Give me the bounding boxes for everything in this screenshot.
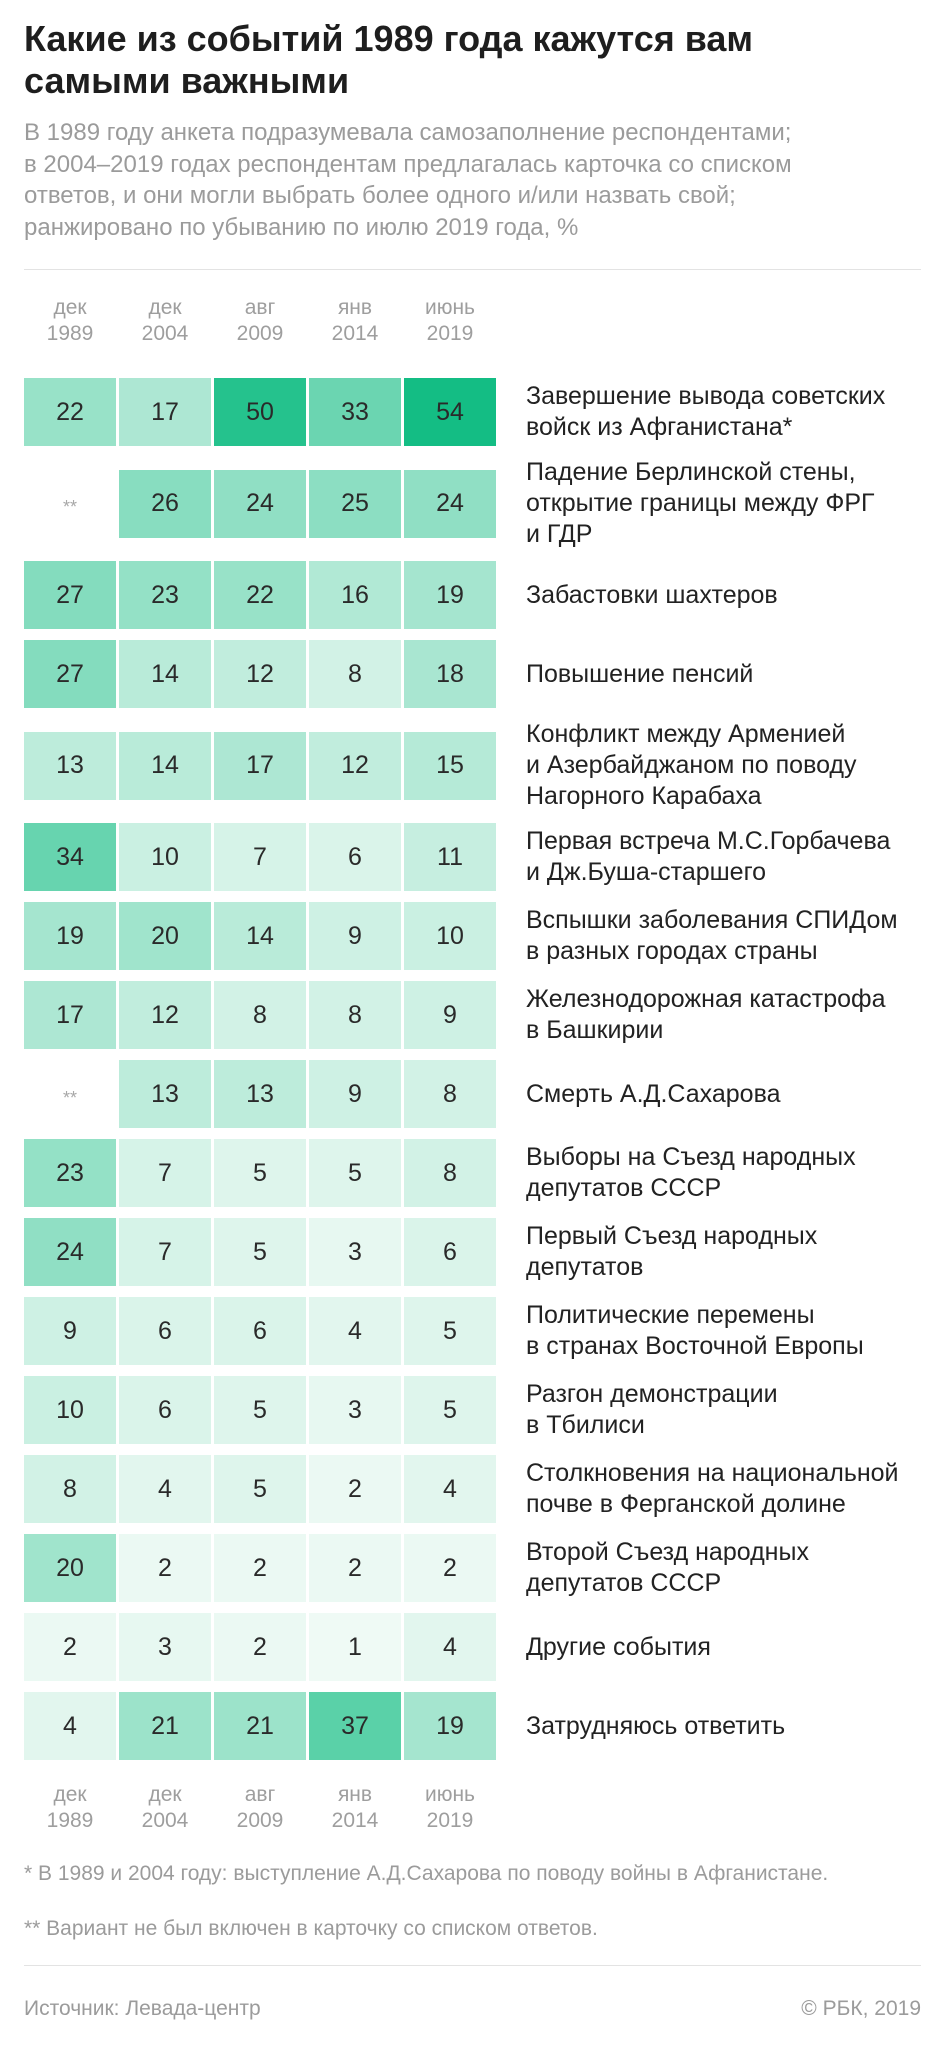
column-month: июнь xyxy=(424,296,476,319)
heatmap-cell: 2 xyxy=(309,1455,401,1523)
column-month: авг xyxy=(244,1783,276,1806)
heatmap-cell: 6 xyxy=(119,1376,211,1444)
row-label-line: Смерть А.Д.Сахарова xyxy=(526,1079,781,1108)
column-month: дек xyxy=(148,1783,182,1806)
page-title xyxy=(24,18,921,102)
column-month: июнь xyxy=(424,1783,476,1806)
heatmap-cell: 9 xyxy=(309,902,401,970)
heatmap-cell: ** xyxy=(24,470,116,538)
row-label-line: Первая встреча М.С.Горбачева xyxy=(526,827,891,855)
subtitle-line: в 2004–2019 годах респондентам предлагалась карточка со списком xyxy=(24,150,792,178)
column-header xyxy=(404,1782,496,1834)
row-label xyxy=(526,1221,817,1283)
heatmap-cell: 8 xyxy=(309,640,401,708)
heatmap-cell: 17 xyxy=(214,732,306,800)
row-label-line: Конфликт между Арменией xyxy=(526,720,846,748)
row-cells xyxy=(24,1692,496,1760)
row-label xyxy=(526,1300,864,1362)
row-cells xyxy=(24,1139,496,1207)
column-year: 2019 xyxy=(426,1809,474,1832)
heatmap-cell: 21 xyxy=(119,1692,211,1760)
column-year: 2009 xyxy=(236,322,284,345)
heatmap-cell: 23 xyxy=(24,1139,116,1207)
row-cells xyxy=(24,640,496,708)
row-label-line: в Башкирии xyxy=(526,1016,664,1044)
row-label-line: Повышение пенсий xyxy=(526,659,754,688)
heatmap-cell: 4 xyxy=(404,1455,496,1523)
heatmap-row xyxy=(24,1613,921,1681)
footnote-asterisk: * В 1989 и 2004 году: выступление А.Д.Сахарова по поводу войны в Афганистане. xyxy=(24,1862,829,1885)
heatmap-cell: 8 xyxy=(404,1139,496,1207)
heatmap-cell: 50 xyxy=(214,378,306,446)
heatmap-row xyxy=(24,640,921,708)
heatmap-cell: 8 xyxy=(404,1060,496,1128)
heatmap-cell: 6 xyxy=(404,1218,496,1286)
heatmap-cell: 14 xyxy=(119,640,211,708)
row-label-line: Второй Съезд народных xyxy=(526,1538,809,1566)
title-line: самыми важными xyxy=(24,60,350,101)
heatmap-cell: 22 xyxy=(24,378,116,446)
heatmap-cell: 5 xyxy=(404,1376,496,1444)
heatmap-cell: 21 xyxy=(214,1692,306,1760)
subtitle-line: В 1989 году анкета подразумевала самозаполнение респондентами; xyxy=(24,119,792,146)
heatmap-cell: 2 xyxy=(214,1613,306,1681)
column-header xyxy=(309,295,401,347)
row-cells xyxy=(24,378,496,446)
column-header xyxy=(119,295,211,347)
row-label-line: Другие события xyxy=(526,1632,711,1661)
row-label xyxy=(526,381,885,443)
heatmap-cell: 19 xyxy=(24,902,116,970)
heatmap-row xyxy=(24,1139,921,1207)
column-month: авг xyxy=(244,296,276,319)
heatmap-cell: 5 xyxy=(309,1139,401,1207)
heatmap-cell: 20 xyxy=(119,902,211,970)
heatmap-row xyxy=(24,1692,921,1760)
footnote-double-asterisk: ** Вариант не был включен в карточку со списком ответов. xyxy=(24,1917,598,1940)
heatmap-row xyxy=(24,561,921,629)
row-label xyxy=(526,719,857,812)
heatmap-cell: 27 xyxy=(24,640,116,708)
heatmap-cell: 3 xyxy=(309,1218,401,1286)
row-label xyxy=(526,984,886,1046)
row-label-line: Первый Съезд народных xyxy=(526,1222,818,1250)
top-divider xyxy=(24,269,921,270)
subtitle xyxy=(24,117,921,243)
heatmap-cell: 54 xyxy=(404,378,496,446)
heatmap-cell: 2 xyxy=(119,1534,211,1602)
heatmap-cell: 18 xyxy=(404,640,496,708)
heatmap-cell: 9 xyxy=(24,1297,116,1365)
heatmap-row xyxy=(24,902,921,970)
heatmap-cell: 5 xyxy=(404,1297,496,1365)
row-label-line: Политические перемены xyxy=(526,1301,815,1329)
heatmap-cell: 4 xyxy=(309,1297,401,1365)
column-month: янв xyxy=(337,296,373,319)
heatmap-cell: 7 xyxy=(214,823,306,891)
heatmap-cell: 34 xyxy=(24,823,116,891)
heatmap-row xyxy=(24,981,921,1049)
row-label xyxy=(526,1379,778,1441)
row-cells xyxy=(24,981,496,1049)
column-year: 1989 xyxy=(46,322,94,345)
row-cells xyxy=(24,1534,496,1602)
heatmap-cell: 19 xyxy=(404,1692,496,1760)
copyright-text: © РБК, 2019 xyxy=(801,1997,921,2020)
column-header xyxy=(214,295,306,347)
row-label-line: Железнодорожная катастрофа xyxy=(526,985,886,1013)
heatmap-cell: 5 xyxy=(214,1218,306,1286)
column-month: дек xyxy=(53,296,87,319)
column-header xyxy=(309,1782,401,1834)
row-label xyxy=(526,580,778,611)
row-cells xyxy=(24,1297,496,1365)
row-label-line: депутатов СССР xyxy=(526,1174,722,1202)
heatmap-cell: ** xyxy=(24,1060,116,1128)
row-cells xyxy=(24,732,496,800)
heatmap-cell: 13 xyxy=(214,1060,306,1128)
row-cells xyxy=(24,1613,496,1681)
row-label xyxy=(526,905,898,967)
column-year: 2004 xyxy=(141,1809,189,1832)
heatmap-cell: 23 xyxy=(119,561,211,629)
column-header xyxy=(119,1782,211,1834)
row-label-line: в странах Восточной Европы xyxy=(526,1332,864,1360)
column-year: 2019 xyxy=(426,322,474,345)
heatmap-cell: 12 xyxy=(214,640,306,708)
heatmap-cell: 14 xyxy=(214,902,306,970)
heatmap-cell: 9 xyxy=(404,981,496,1049)
row-label xyxy=(526,1537,809,1599)
heatmap-cell: 4 xyxy=(119,1455,211,1523)
row-label xyxy=(526,1458,899,1520)
heatmap-cell: 4 xyxy=(404,1613,496,1681)
heatmap-cell: 33 xyxy=(309,378,401,446)
heatmap-cell: 26 xyxy=(119,470,211,538)
column-headers-bottom xyxy=(24,1782,921,1834)
row-cells xyxy=(24,1218,496,1286)
subtitle-line: ранжировано по убыванию по июлю 2019 года, % xyxy=(24,213,579,241)
row-cells xyxy=(24,470,496,538)
row-label-line: войск из Афганистана* xyxy=(526,413,793,441)
heatmap-row xyxy=(24,719,921,812)
row-label-line: и Дж.Буша-старшего xyxy=(526,858,767,886)
column-headers-top xyxy=(24,295,921,347)
heatmap-cell: 3 xyxy=(309,1376,401,1444)
row-label-line: депутатов СССР xyxy=(526,1569,722,1597)
heatmap-cell: 19 xyxy=(404,561,496,629)
column-month: дек xyxy=(53,1783,87,1806)
column-month: янв xyxy=(337,1783,373,1806)
column-header xyxy=(24,1782,116,1834)
heatmap-row xyxy=(24,823,921,891)
heatmap-cell: 1 xyxy=(309,1613,401,1681)
heatmap-row xyxy=(24,457,921,550)
row-label-line: открытие границы между ФРГ xyxy=(526,489,875,517)
heatmap-cell: 25 xyxy=(309,470,401,538)
footer xyxy=(24,1995,921,2023)
row-label-line: и Азербайджаном по поводу xyxy=(526,751,857,779)
row-label-line: Нагорного Карабаха xyxy=(526,782,762,810)
heatmap-cell: 24 xyxy=(214,470,306,538)
heatmap-cell: 2 xyxy=(214,1534,306,1602)
heatmap-cell: 8 xyxy=(214,981,306,1049)
heatmap-cell: 11 xyxy=(404,823,496,891)
column-year: 1989 xyxy=(46,1809,94,1832)
row-label-line: депутатов xyxy=(526,1253,644,1281)
row-label xyxy=(526,1711,785,1742)
row-label xyxy=(526,457,875,550)
row-label xyxy=(526,826,890,888)
infographic xyxy=(0,18,945,2023)
row-cells xyxy=(24,561,496,629)
heatmap-cell: 6 xyxy=(309,823,401,891)
row-label-line: и ГДР xyxy=(526,520,593,548)
column-header xyxy=(24,295,116,347)
row-label-line: Вспышки заболевания СПИДом xyxy=(526,906,898,934)
heatmap-cell: 2 xyxy=(404,1534,496,1602)
heatmap-cell: 24 xyxy=(24,1218,116,1286)
row-label-line: Выборы на Съезд народных xyxy=(526,1143,856,1171)
heatmap-cell: 7 xyxy=(119,1139,211,1207)
column-year: 2014 xyxy=(331,1809,379,1832)
heatmap-cell: 20 xyxy=(24,1534,116,1602)
heatmap-cell: 17 xyxy=(119,378,211,446)
row-label-line: Забастовки шахтеров xyxy=(526,580,778,609)
column-year: 2014 xyxy=(331,322,379,345)
heatmap-cell: 2 xyxy=(24,1613,116,1681)
row-cells xyxy=(24,1455,496,1523)
row-cells xyxy=(24,902,496,970)
row-label xyxy=(526,659,753,690)
heatmap-row xyxy=(24,1218,921,1286)
heatmap-row xyxy=(24,1376,921,1444)
heatmap-cell: 8 xyxy=(309,981,401,1049)
heatmap-cell: 24 xyxy=(404,470,496,538)
column-year: 2004 xyxy=(141,322,189,345)
row-label-line: в Тбилиси xyxy=(526,1411,645,1439)
heatmap-cell: 13 xyxy=(119,1060,211,1128)
heatmap-cell: 27 xyxy=(24,561,116,629)
column-header xyxy=(404,295,496,347)
heatmap-cell: 3 xyxy=(119,1613,211,1681)
heatmap-cell: 12 xyxy=(119,981,211,1049)
heatmap-cell: 7 xyxy=(119,1218,211,1286)
row-cells xyxy=(24,823,496,891)
row-cells xyxy=(24,1060,496,1128)
heatmap-row xyxy=(24,1534,921,1602)
heatmap xyxy=(24,378,921,1760)
heatmap-cell: 10 xyxy=(24,1376,116,1444)
row-label xyxy=(526,1079,781,1110)
heatmap-cell: 13 xyxy=(24,732,116,800)
row-label-line: Столкновения на национальной xyxy=(526,1459,899,1487)
heatmap-cell: 15 xyxy=(404,732,496,800)
heatmap-cell: 5 xyxy=(214,1376,306,1444)
heatmap-cell: 16 xyxy=(309,561,401,629)
heatmap-cell: 22 xyxy=(214,561,306,629)
column-header xyxy=(214,1782,306,1834)
row-label xyxy=(526,1632,711,1663)
heatmap-cell: 5 xyxy=(214,1455,306,1523)
subtitle-line: ответов, и они могли выбрать более одного и/или назвать свой; xyxy=(24,182,736,209)
title-line: Какие из событий 1989 года кажутся вам xyxy=(24,18,754,59)
row-label-line: Завершение вывода советских xyxy=(526,382,886,410)
bottom-divider xyxy=(24,1965,921,1966)
heatmap-cell: 8 xyxy=(24,1455,116,1523)
heatmap-cell: 4 xyxy=(24,1692,116,1760)
heatmap-row xyxy=(24,1297,921,1365)
heatmap-row xyxy=(24,1455,921,1523)
heatmap-cell: 10 xyxy=(404,902,496,970)
heatmap-cell: 9 xyxy=(309,1060,401,1128)
row-label-line: Разгон демонстрации xyxy=(526,1380,778,1408)
row-label xyxy=(526,1142,856,1204)
heatmap-cell: 12 xyxy=(309,732,401,800)
heatmap-cell: 17 xyxy=(24,981,116,1049)
column-year: 2009 xyxy=(236,1809,284,1832)
heatmap-cell: 2 xyxy=(309,1534,401,1602)
row-label-line: в разных городах страны xyxy=(526,937,818,965)
heatmap-row xyxy=(24,378,921,446)
row-label-line: почве в Ферганской долине xyxy=(526,1490,846,1518)
heatmap-cell: 5 xyxy=(214,1139,306,1207)
row-cells xyxy=(24,1376,496,1444)
row-label-line: Затрудняюсь ответить xyxy=(526,1711,786,1740)
row-label-line: Падение Берлинской стены, xyxy=(526,458,856,486)
heatmap-cell: 37 xyxy=(309,1692,401,1760)
heatmap-cell: 14 xyxy=(119,732,211,800)
source-text: Источник: Левада-центр xyxy=(24,1997,261,2020)
column-month: дек xyxy=(148,296,182,319)
heatmap-cell: 10 xyxy=(119,823,211,891)
heatmap-cell: 6 xyxy=(214,1297,306,1365)
heatmap-row xyxy=(24,1060,921,1128)
heatmap-cell: 6 xyxy=(119,1297,211,1365)
